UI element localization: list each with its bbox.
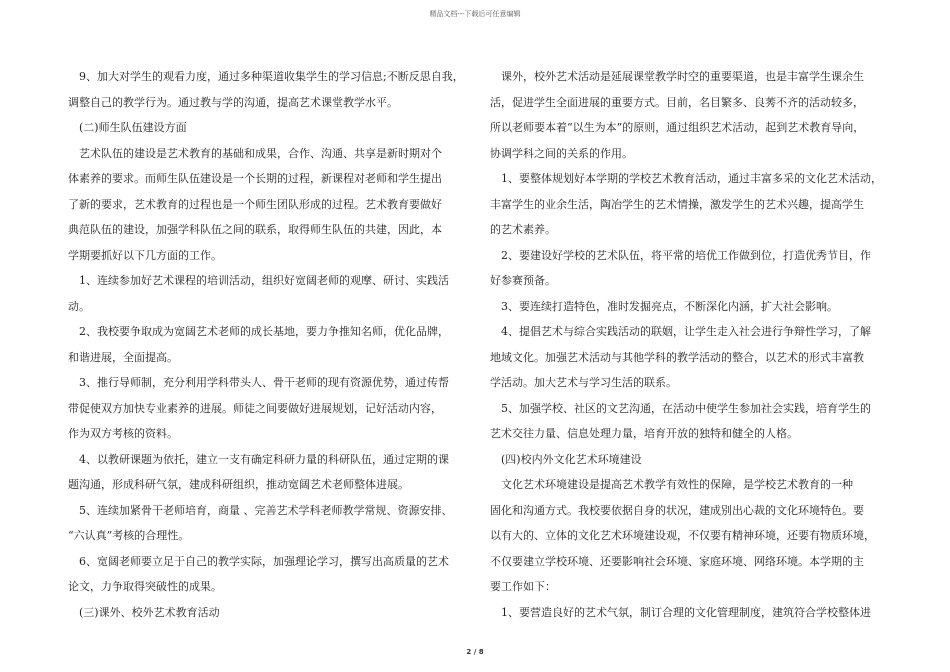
page-number: 2 / 8 [466, 648, 484, 656]
text-line: 不仅要建立学校环境、还要影响社会环境、家庭环境、网络环境。本学期的主 [490, 554, 864, 568]
text-line: 文化艺术环境建设是提高艺术教学有效性的保障，是学校艺术教育的一种 [490, 478, 853, 491]
text-line: 4、以教研课题为依托，建立一支有确定科研力量的科研队伍，通过定期的课 [68, 452, 449, 466]
text-line: 了新的要求，艺术教育的过程也是一个师生团队形成的过程。艺术教育要做好 [68, 197, 442, 211]
text-line: (二)师生队伍建设方面 [68, 121, 187, 134]
text-line: 学活动。加大艺术与学习生活的联系。 [490, 376, 677, 389]
text-line: 典范队伍的建设，加强学科队伍之间的联系，取得师生队伍的共建，因此，本 [68, 223, 442, 236]
text-line: 所以老师要本着“以生为本”的原则，通过组织艺术活动，起到艺术教育导向， [490, 121, 865, 134]
text-line: 4、提倡艺术与综合实践活动的联姻，让学生走入社会进行争辩性学习，了解 [490, 325, 871, 338]
text-line: 3、要连续打造特色，准时发掘亮点，不断深化内涵，扩大社会影响。 [490, 299, 838, 313]
text-line: 题沟通，形成科研气氛，建成科研组织，推动宽阔艺术老师整体进展。 [68, 478, 409, 491]
text-line: 3、推行导师制，充分利用学科带头人、骨干老师的现有资源优势，通过传帮 [68, 376, 449, 389]
text-line: 好参赛预备。 [490, 274, 556, 287]
text-line: (三)课外、校外艺术教育活动 [68, 605, 220, 619]
left-column [68, 64, 463, 625]
text-line: (四)校内外文化艺术环境建设 [490, 452, 642, 466]
text-line: 协调学科之间的关系的作用。 [490, 146, 633, 160]
text-line: 和谐进展，全面提高。 [68, 350, 178, 364]
text-line: 艺术交往力量、信息处理力量，培育开放的独特和健全的人格。 [490, 427, 798, 440]
text-line: “六认真”考核的合理性。 [68, 529, 190, 542]
text-line: 学期要抓好以下几方面的工作。 [68, 248, 222, 262]
text-line: 体素养的要求。而师生队伍建设是一个长期的过程，新课程对老师和学生提出 [68, 172, 442, 185]
text-line: 动。 [68, 299, 90, 313]
text-line: 课外，校外艺术活动是延展课堂教学时空的重要渠道，也是丰富学生课余生 [490, 70, 864, 83]
text-line: 以有大的、立体的文化艺术环境建设观，不仅要有精神环境，还要有物质环境， [490, 529, 875, 542]
text-line: 论文，力争取得突破性的成果。 [68, 580, 222, 593]
text-line: 5、加强学校、社区的文艺沟通，在活动中使学生参加社会实践，培育学生的 [490, 401, 871, 415]
text-line: 丰富学生的业余生活，陶冶学生的艺术情操，激发学生的艺术兴趣，提高学生 [490, 197, 864, 211]
text-line: 2、要建设好学校的艺术队伍，将平常的培优工作做到位，打造优秀节目，作 [490, 248, 871, 262]
text-line: 要工作如下： [490, 580, 556, 593]
text-line: 活，促进学生全面进展的重要方式。目前，名目繁多、良莠不齐的活动较多， [490, 95, 864, 109]
page-header: 精品文档---下载后可任意编辑 [429, 10, 521, 18]
right-column [490, 64, 885, 625]
text-line: 调整自己的教学行为。通过教与学的沟通，提高艺术课堂教学水平。 [68, 95, 398, 109]
text-line: 固化和沟通方式。我校要依据自身的状况，建成别出心裁的文化环境特色。要 [490, 503, 864, 517]
text-line: 1、要营造良好的艺术气氛，制订合理的文化管理制度，建筑符合学校整体进 [490, 605, 871, 619]
text-line: 1、要整体规划好本学期的学校艺术教育活动，通过丰富多采的文化艺术活动， [490, 172, 882, 185]
text-line: 9、加大对学生的观看力度，通过多种渠道收集学生的学习信息;不断反思自我， [68, 70, 464, 83]
text-line: 艺术队伍的建设是艺术教育的基础和成果，合作、沟通、共享是新时期对个 [68, 146, 442, 160]
text-line: 作为双方考核的资料。 [68, 427, 178, 440]
text-line: 2、我校要争取成为宽阔艺术老师的成长基地，要力争推知名师，优化品牌， [68, 325, 449, 338]
text-line: 带促使双方加快专业素养的进展。师徒之间要做好进展规划，记好活动内容， [68, 401, 442, 415]
text-line: 5、连续加紧骨干老师培育，商量 、完善艺术学科老师教学常规、资源安排、 [68, 503, 453, 517]
text-line: 6、宽阔老师要立足于自己的教学实际，加强理论学习，撰写出高质量的艺术 [68, 554, 449, 568]
text-line: 地域文化。加强艺术活动与其他学科的教学活动的整合，以艺术的形式丰富教 [490, 350, 864, 364]
text-line: 1、连续参加好艺术课程的培训活动，组织好宽阔老师的观摩、研讨、实践活 [68, 274, 449, 287]
text-line: 的艺术素养。 [490, 223, 556, 236]
